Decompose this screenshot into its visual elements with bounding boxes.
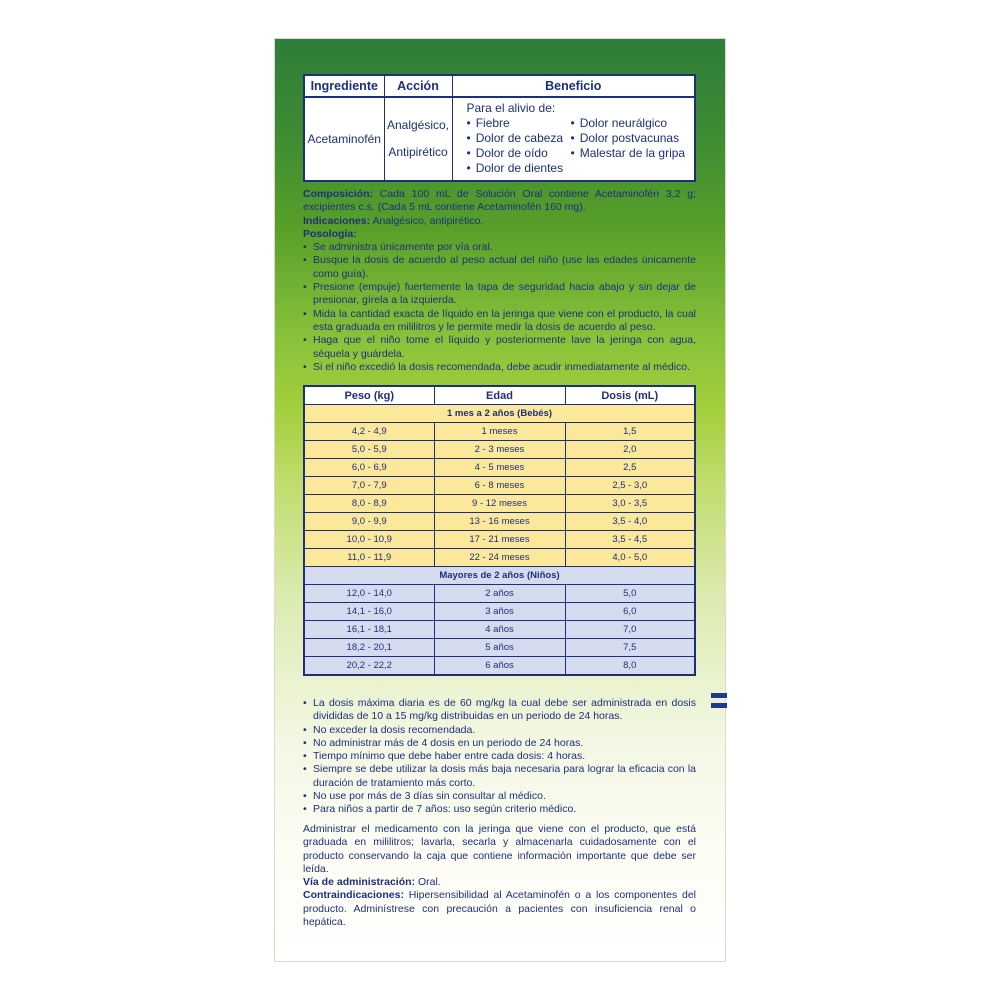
warning-item: • No use por más de 3 días sin consultar al médico. [303,790,696,803]
age-cell: 6 años [434,657,565,676]
age-cell: 2 años [434,585,565,603]
posology-item: • Haga que el niño tome el líquido y posteriormente lave la jeringa con agua, séquela y guárdela. [303,334,696,361]
dose-cell: 5,0 [565,585,695,603]
dose-cell: 1,5 [565,423,695,441]
age-cell: 22 - 24 meses [434,549,565,567]
table-row [304,477,695,495]
header-action: Acción [384,75,452,97]
administration-section [303,823,696,929]
ingredient-cell: Acetaminofén [304,97,384,181]
composition-label: Composición: [303,188,373,200]
warning-item: • Tiempo mínimo que debe haber entre cada dosis: 4 horas. [303,750,696,763]
benefit-list-left [467,116,571,176]
dosage-table [303,385,696,676]
contraindications-label: Contraindicaciones: [303,889,404,902]
dose-cell: 3,5 - 4,5 [565,531,695,549]
age-cell: 5 años [434,639,565,657]
administration-paragraph: Administrar el medicamento con la jeringa que viene con el producto, que está graduada en mililitros; lavarla, secarla y almacenarla cuidadosamente con el producto conservando la caja que contiene información importante que debe ser leída. [303,823,696,875]
table-row [304,621,695,639]
contraindications-paragraph [303,889,696,929]
benefit-item: • Dolor de cabeza [467,131,571,146]
table-row [304,423,695,441]
indications-paragraph [303,215,696,228]
warning-item: • No administrar más de 4 dosis en un periodo de 24 horas. [303,737,696,750]
dose-cell: 7,5 [565,639,695,657]
action-cell [384,97,452,181]
age-cell: 4 años [434,621,565,639]
table-row [304,657,695,676]
dose-cell: 6,0 [565,603,695,621]
action-line-2: Antipirético [388,145,448,159]
benefit-item: • Fiebre [467,116,571,131]
fold-marks [711,693,727,713]
weight-cell: 6,0 - 6,9 [304,459,434,477]
age-cell: 17 - 21 meses [434,531,565,549]
composition-section [303,188,696,374]
posology-item: • Si el niño excedió la dosis recomendada, debe acudir inmediatamente al médico. [303,361,696,374]
benefit-item: • Dolor de oído [467,146,571,161]
table-row [304,441,695,459]
indications-text: Analgésico, antipirético. [372,214,484,227]
warnings-list [303,697,696,817]
table-row [304,639,695,657]
age-cell: 1 meses [434,423,565,441]
weight-cell: 12,0 - 14,0 [304,585,434,603]
indications-label: Indicaciones: [303,214,371,227]
benefit-item: • Dolor de dientes [467,161,571,176]
weight-cell: 11,0 - 11,9 [304,549,434,567]
age-cell: 2 - 3 meses [434,441,565,459]
composition-paragraph [303,188,696,215]
benefit-item: • Dolor neurálgico [571,116,686,131]
contraindications-text: Hipersensibilidad al Acetaminofén o a los componentes del producto. Adminístrese con precaución a pacientes con insuficiencia renal o hepática. [303,889,696,929]
table-row [304,585,695,603]
warning-item: • Para niños a partir de 7 años: uso según criterio médico. [303,803,696,816]
age-cell: 9 - 12 meses [434,495,565,513]
benefit-item: • Dolor postvacunas [571,131,686,146]
route-label: Vía de administración: [303,876,416,889]
header-dose: Dosis (mL) [565,386,695,405]
action-line-1: Analgésico, [386,118,450,132]
route-paragraph [303,876,696,889]
table-row [304,531,695,549]
dose-cell: 8,0 [565,657,695,676]
weight-cell: 16,1 - 18,1 [304,621,434,639]
header-ingredient: Ingrediente [304,75,384,97]
weight-cell: 18,2 - 20,1 [304,639,434,657]
dose-cell: 2,5 - 3,0 [565,477,695,495]
posology-item: • Se administra únicamente por vía oral. [303,241,696,254]
warning-item: • Siempre se debe utilizar la dosis más baja necesaria para lograr la eficacia con la duración de tratamiento más corto. [303,763,696,790]
table-row [304,459,695,477]
posology-item: • Mida la cantidad exacta de líquido en la jeringa que viene con el producto, la cual esta graduada en mililitros y le permite medir la dosis de acuerdo al peso. [303,308,696,335]
header-age: Edad [434,386,565,405]
age-cell: 4 - 5 meses [434,459,565,477]
ingredient-table [303,74,696,182]
weight-cell: 4,2 - 4,9 [304,423,434,441]
dose-cell: 2,0 [565,441,695,459]
benefit-item: • Malestar de la gripa [571,146,686,161]
table-row [304,495,695,513]
weight-cell: 10,0 - 10,9 [304,531,434,549]
warning-item: • La dosis máxima diaria es de 60 mg/kg la cual debe ser administrada en dosis divididas de 10 a 15 mg/kg distribuidas en un periodo de 24 horas. [303,697,696,724]
dose-cell: 4,0 - 5,0 [565,549,695,567]
age-cell: 13 - 16 meses [434,513,565,531]
benefit-intro: Para el alivio de: [466,101,556,115]
header-weight: Peso (kg) [304,386,434,405]
warning-item: • No exceder la dosis recomendada. [303,724,696,737]
table-row [304,549,695,567]
composition-text: Cada 100 mL de Solución Oral contiene Acetaminofén 3,2 g; excipientes c.s. (Cada 5 mL contiene Acetaminofén 160 mg). [303,188,697,214]
weight-cell: 9,0 - 9,9 [304,513,434,531]
benefit-list-right [571,116,686,176]
weight-cell: 20,2 - 22,2 [304,657,434,676]
posology-label: Posología: [303,227,357,240]
weight-cell: 5,0 - 5,9 [304,441,434,459]
header-benefit: Beneficio [452,75,695,97]
benefit-cell [452,97,695,181]
age-cell: 6 - 8 meses [434,477,565,495]
table-row [304,513,695,531]
table-row [304,603,695,621]
posology-list [303,241,696,374]
dose-cell: 3,5 - 4,0 [565,513,695,531]
dose-cell: 7,0 [565,621,695,639]
dose-cell: 2,5 [565,459,695,477]
age-cell: 3 años [434,603,565,621]
group-babies: 1 mes a 2 años (Bebés) [304,405,695,423]
weight-cell: 8,0 - 8,9 [304,495,434,513]
warnings-section [303,697,696,817]
posology-item: • Busque la dosis de acuerdo al peso actual del niño (use las edades únicamente como guía). [303,254,696,281]
posology-item: • Presione (empuje) fuertemente la tapa de seguridad hacia abajo y sin dejar de presionar, gírela a la izquierda. [303,281,696,308]
group-children: Mayores de 2 años (Niños) [304,567,695,585]
route-text: Oral. [417,876,441,889]
weight-cell: 7,0 - 7,9 [304,477,434,495]
weight-cell: 14,1 - 16,0 [304,603,434,621]
dose-cell: 3,0 - 3,5 [565,495,695,513]
